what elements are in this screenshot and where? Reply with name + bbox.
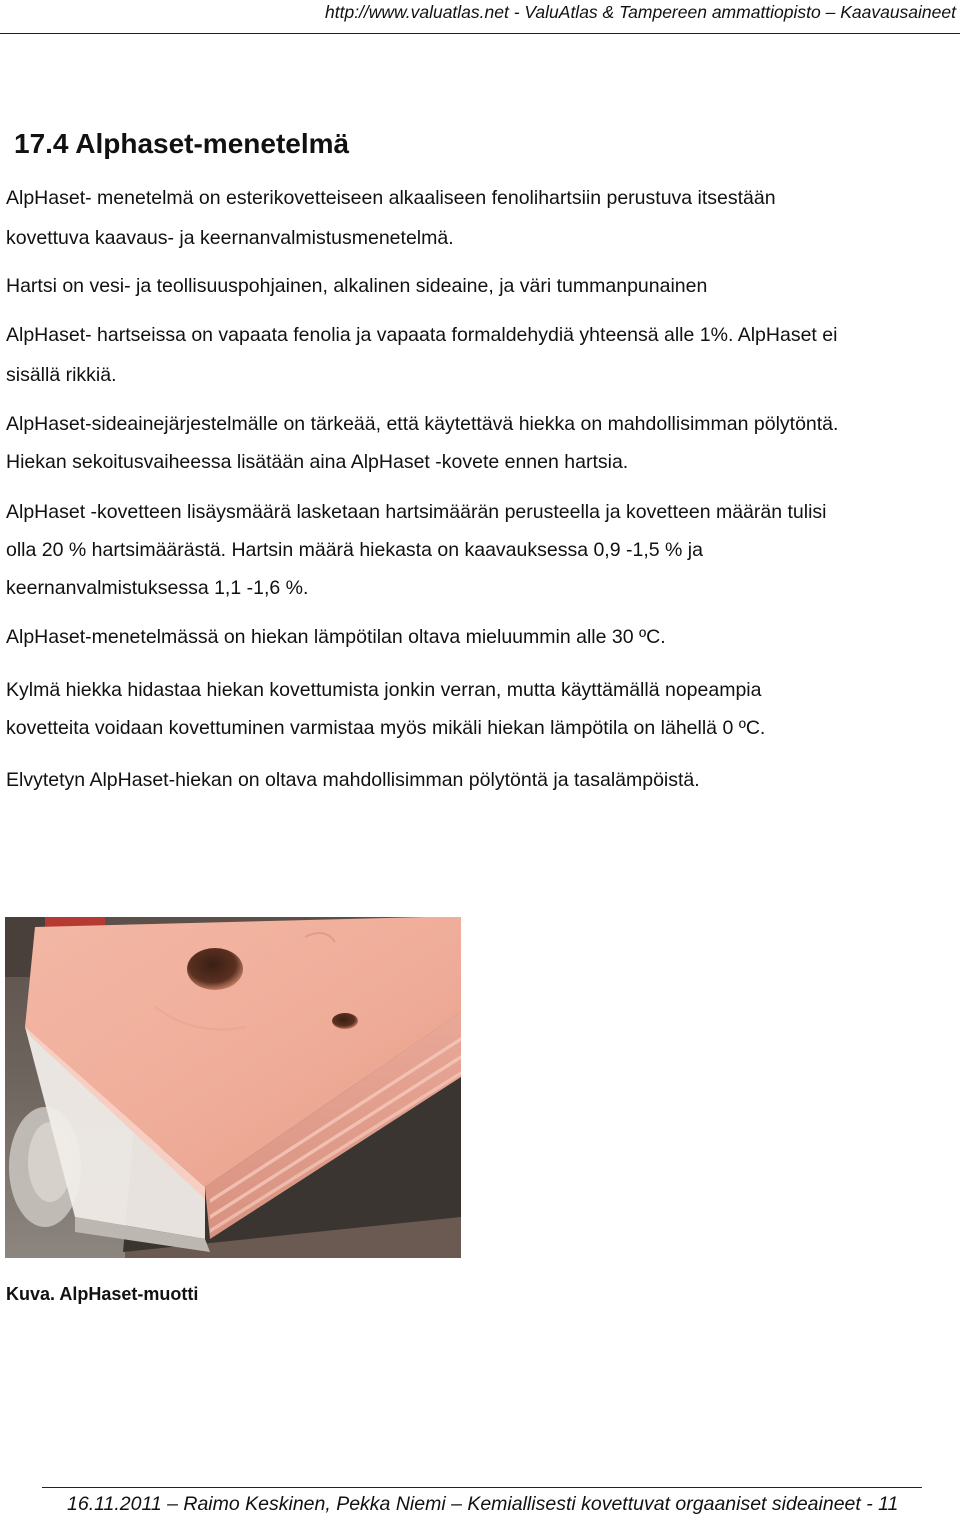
page-header: http://www.valuatlas.net - ValuAtlas & Tampereen ammattiopisto – Kaavausaineet xyxy=(325,2,956,22)
page-footer: 16.11.2011 – Raimo Keskinen, Pekka Niemi – Kemiallisesti kovettuvat orgaaniset sideaineet - 11 xyxy=(67,1493,899,1515)
body-line: Elvytetyn AlpHaset-hiekan on oltava mahdollisimman pölytöntä ja tasalämpöistä. xyxy=(6,769,700,791)
header-divider xyxy=(0,33,960,34)
body-line: Kylmä hiekka hidastaa hiekan kovettumista jonkin verran, mutta käyttämällä nopeampia xyxy=(6,679,762,701)
body-line: sisällä rikkiä. xyxy=(6,364,117,386)
section-heading: 17.4 Alphaset-menetelmä xyxy=(14,128,350,159)
footer-divider xyxy=(42,1487,922,1488)
body-line: kovettuva kaavaus- ja keernanvalmistusmenetelmä. xyxy=(6,227,454,249)
mold-photo xyxy=(5,917,461,1258)
body-line: Hartsi on vesi- ja teollisuuspohjainen, alkalinen sideaine, ja väri tummanpunainen xyxy=(6,275,708,297)
body-line: kovetteita voidaan kovettuminen varmistaa myös mikäli hiekan lämpötila on lähellä 0 ºC. xyxy=(6,717,766,739)
body-line: olla 20 % hartsimäärästä. Hartsin määrä hiekasta on kaavauksessa 0,9 -1,5 % ja xyxy=(6,539,703,561)
body-line: AlpHaset- menetelmä on esterikovetteiseen alkaaliseen fenolihartsiin perustuva itsestään xyxy=(6,187,776,209)
body-line: AlpHaset -kovetteen lisäysmäärä lasketaan hartsimäärän perusteella ja kovetteen määrän tulisi xyxy=(6,501,827,523)
body-line: AlpHaset-menetelmässä on hiekan lämpötilan oltava mieluummin alle 30 ºC. xyxy=(6,626,666,648)
body-line: AlpHaset-sideainejärjestelmälle on tärkeää, että käytettävä hiekka on mahdollisimman pölytöntä. xyxy=(6,413,839,435)
body-line: Hiekan sekoitusvaiheessa lisätään aina AlpHaset -kovete ennen hartsia. xyxy=(6,451,629,473)
body-line: keernanvalmistuksessa 1,1 -1,6 %. xyxy=(6,577,309,599)
body-line: AlpHaset- hartseissa on vapaata fenolia ja vapaata formaldehydiä yhteensä alle 1%. AlpHaset ei xyxy=(6,324,838,346)
figure-caption: Kuva. AlpHaset-muotti xyxy=(6,1284,199,1304)
